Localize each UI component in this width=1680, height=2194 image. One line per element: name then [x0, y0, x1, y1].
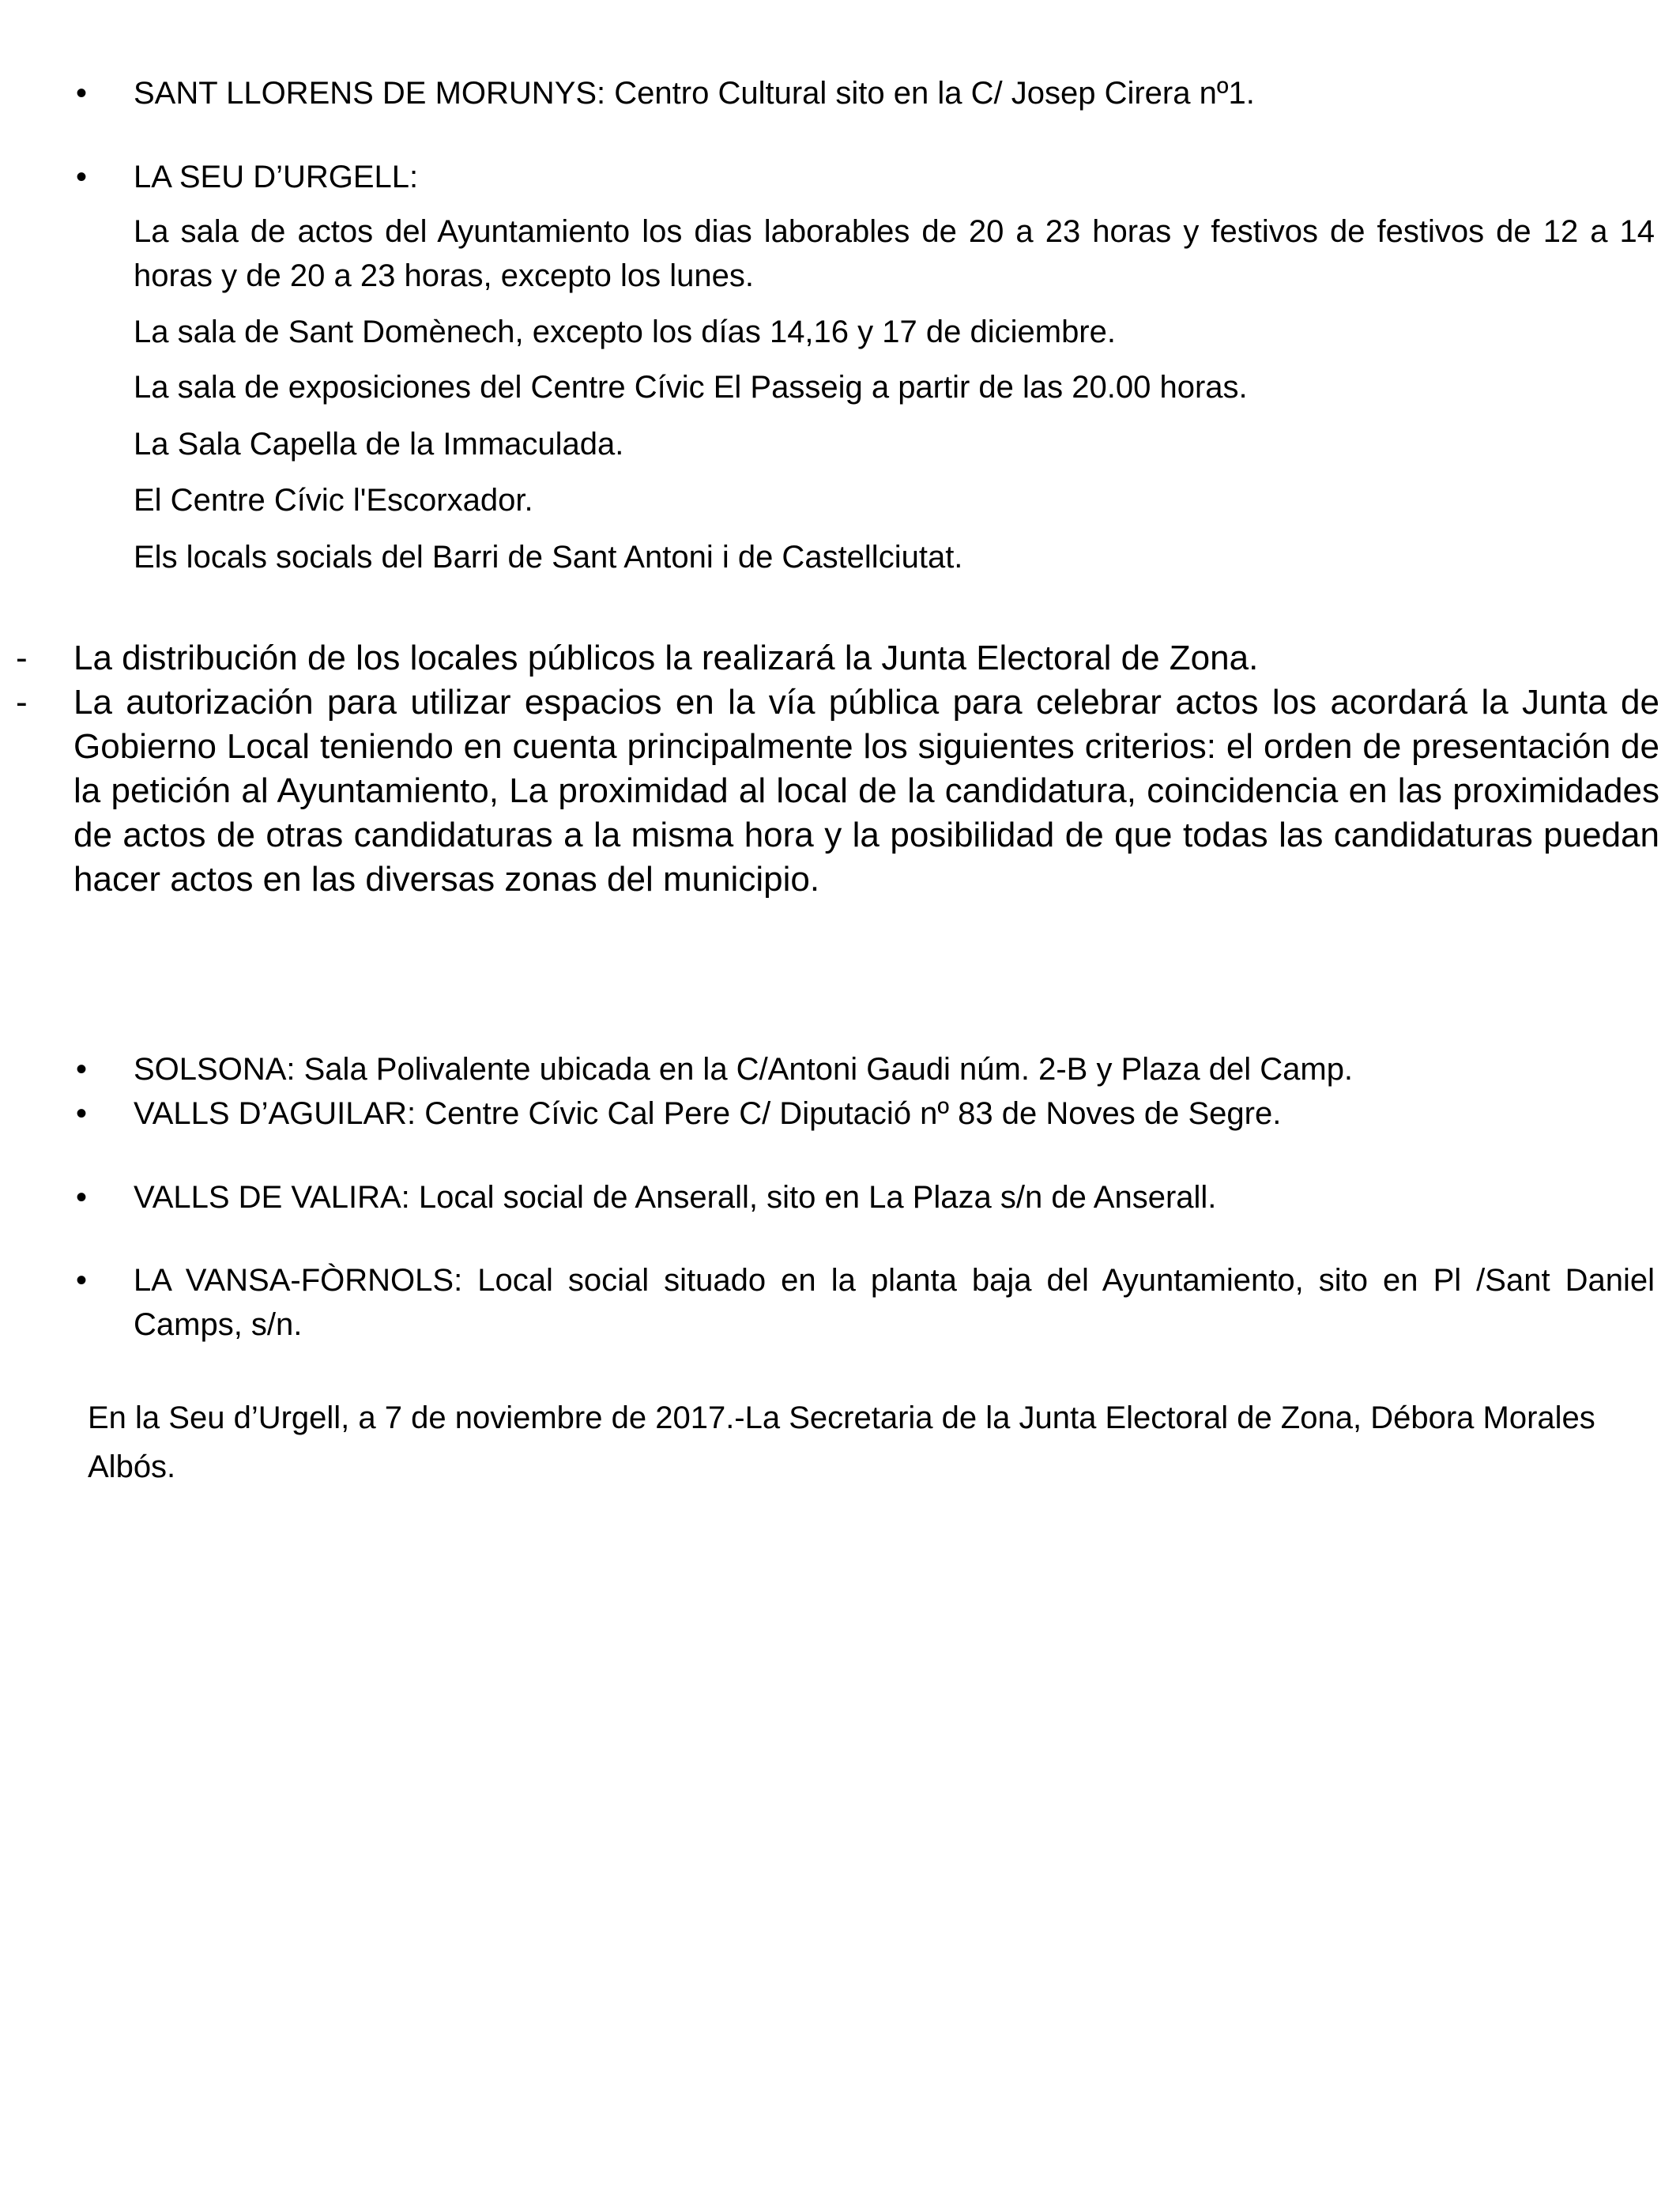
- bullet-marker: •: [76, 76, 88, 111]
- list-item-seu-urgell: [76, 155, 1655, 199]
- seu-urgell-venue-line: El Centre Cívic l'Escorxador.: [134, 483, 533, 518]
- bullet-marker: •: [76, 1263, 88, 1298]
- list-item-sant-llorens: [76, 71, 1655, 115]
- list-item-text: SANT LLORENS DE MORUNYS: Centro Cultural sito en la C/ Josep Cirera nº1.: [134, 76, 1255, 111]
- bullet-marker: •: [76, 1180, 88, 1215]
- list-item-valls-valira: [76, 1175, 1655, 1220]
- list-item-text: VALLS DE VALIRA: Local social de Anserall, sito en La Plaza s/n de Anserall.: [134, 1180, 1217, 1215]
- seu-urgell-venue-line: La sala de actos del Ayuntamiento los dias laborables de 20 a 23 horas y festivos de festivos de 12 a 14 horas y de 20 a 23 horas, excepto los lunes.: [134, 214, 1655, 293]
- bullet-marker: •: [76, 1096, 88, 1131]
- seu-urgell-venue-line: La Sala Capella de la Immaculada.: [134, 427, 624, 462]
- list-item-valls-aguilar: [76, 1091, 1655, 1136]
- list-item-text: VALLS D’AGUILAR: Centre Cívic Cal Pere C/ Diputació nº 83 de Noves de Segre.: [134, 1096, 1282, 1131]
- seu-urgell-venue-line: La sala de exposiciones del Centre Cívic El Passeig a partir de las 20.00 horas.: [134, 370, 1248, 405]
- list-item-vansa-fornols: [76, 1258, 1655, 1347]
- dash-item-distribution: [16, 636, 1659, 680]
- dash-item-text: La autorización para utilizar espacios en la vía pública para celebrar actos los acordará la Junta de Gobierno Local teniendo en cuenta principalmente los siguientes criterios: el orden de presentación de la petición al Ayuntamiento, La proximidad al local de la candidatura, coincidencia en las proximidades de actos de otras candidaturas a la misma hora y la posibilidad de que todas las candidaturas puedan hacer actos en las diversas zonas del municipio.: [73, 683, 1659, 899]
- dash-item-authorization: [16, 680, 1659, 902]
- list-item-text: LA SEU D’URGELL:: [134, 160, 419, 194]
- seu-urgell-venue-line: La sala de Sant Domènech, excepto los días 14,16 y 17 de diciembre.: [134, 315, 1116, 349]
- seu-urgell-venue-line: Els locals socials del Barri de Sant Antoni i de Castellciutat.: [134, 540, 963, 575]
- list-item-solsona: [76, 1047, 1655, 1091]
- dash-marker: -: [16, 639, 28, 677]
- closing-signature-text: En la Seu d’Urgell, a 7 de noviembre de 2017.-La Secretaria de la Junta Electoral de Zona, Débora Morales Albós.: [88, 1400, 1595, 1484]
- bullet-marker: •: [76, 160, 88, 194]
- list-item-text: SOLSONA: Sala Polivalente ubicada en la C/Antoni Gaudi núm. 2-B y Plaza del Camp.: [134, 1052, 1354, 1087]
- dash-item-text: La distribución de los locales públicos la realizará la Junta Electoral de Zona.: [73, 639, 1259, 677]
- bullet-marker: •: [76, 1052, 88, 1087]
- list-item-text: LA VANSA-FÒRNOLS: Local social situado en la planta baja del Ayuntamiento, sito en Pl /Sant Daniel Camps, s/n.: [134, 1263, 1655, 1342]
- dash-marker: -: [16, 683, 28, 722]
